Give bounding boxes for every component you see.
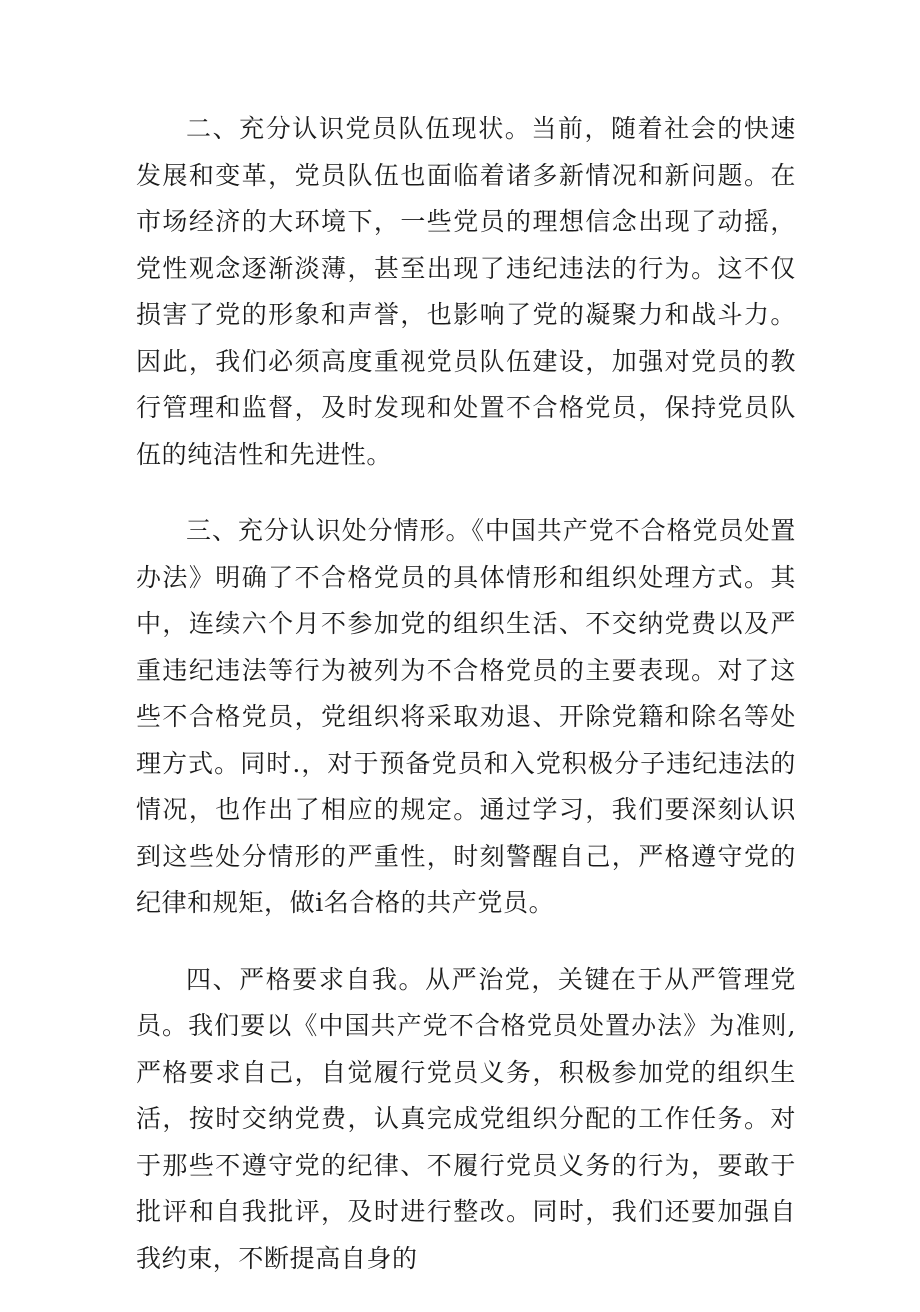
paragraph-section-three: 三、充分认识处分情形。《中国共产党不合格党员处置办法》明确了不合格党员的具体情形和组织处理方式。其中，连续六个月不参加党的组织生活、不交纳党费以及严重违纪违法等行为被列为不合格党员的主要表现。对了这些不合格党员，党组织将采取劝退、开除党籍和除名等处理方式。同时.，对于预备党员和入党积极分子违纪违法的情况，也作出了相应的规定。通过学习，我们要深刻认识到这些处分情形的严重性，时刻警醒自己，严格遵守党的纪律和规矩，做i名合格的共产党员。 <box>136 516 796 917</box>
paragraph-section-two: 二、充分认识党员队伍现状。当前，随着社会的快速发展和变革，党员队伍也面临着诸多新情况和新问题。在市场经济的大环境下，一些党员的理想信念出现了动摇，党性观念逐渐淡薄，甚至出现了违纪违法的行为。这不仅损害了党的形象和声誉，也影响了党的凝聚力和战斗力。因此，我们必须高度重视党员队伍建设，加强对党员的教行管理和监督，及时发现和处置不合格党员，保持党员队伍的纯洁性和先进性。 <box>136 114 796 469</box>
paragraph-section-four: 四、严格要求自我。从严治党，关键在于从严管理党员。我们要以《中国共产党不合格党员处置办法》为准则,严格要求自己，自觉履行党员义务，积极参加党的组织生活，按时交纳党费，认真完成党组织分配的工作任务。对于那些不遵守党的纪律、不履行党员义务的行为，要敢于批评和自我批评，及时进行整改。同时，我们还要加强自我约束，不断提高自身的 <box>136 964 796 1273</box>
document-body <box>136 106 796 1312</box>
